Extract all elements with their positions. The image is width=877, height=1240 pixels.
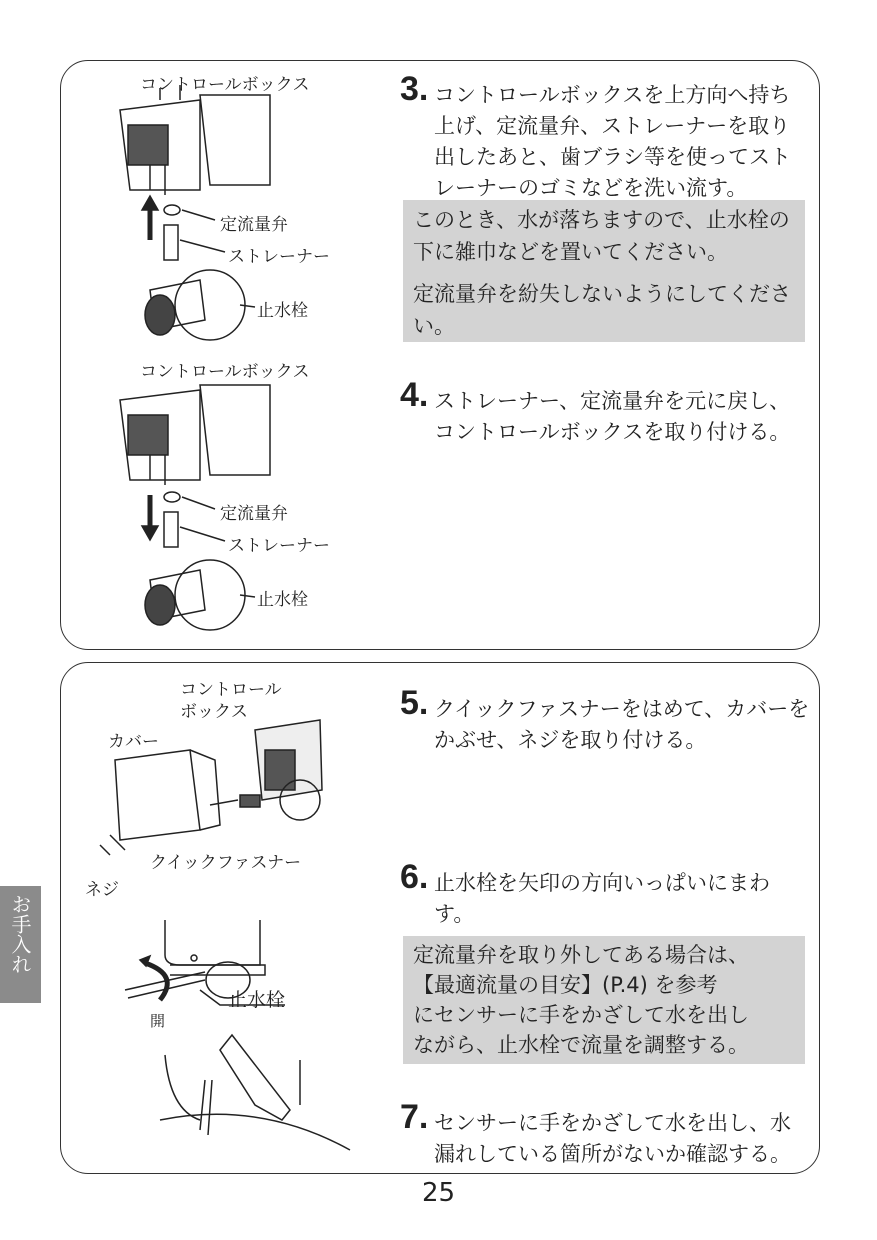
- step-6-note: 定流量弁を取り外してある場合は、 【最適流量の目安】(P.4) を参考 にセンサーに手をかざして水を出し ながら、止水栓で流量を調整する。: [403, 936, 805, 1064]
- step-3-notes: このとき、水が落ちますので、止水栓の下に雑巾などを置いてください。 定流量弁を紛失しないようにしてください。: [403, 200, 805, 342]
- faucet-hand-illustration: [160, 1035, 350, 1150]
- arrow-up-icon: [142, 196, 158, 240]
- label-strainer-b: ストレーナー: [228, 536, 330, 556]
- control-box-illustration-b: [120, 385, 270, 485]
- label-valve-a: 定流量弁: [220, 215, 288, 235]
- step-6: 6. 止水栓を矢印の方向いっぱいにまわす。: [400, 858, 770, 926]
- label-control-box-a: コントロールボックス: [140, 75, 310, 95]
- label-control-box-line2: ボックス: [180, 702, 248, 722]
- step-4: 4. ストレーナー、定流量弁を元に戻し、コントロールボックスを取り付ける。: [400, 376, 791, 444]
- label-valve-b: 定流量弁: [220, 504, 288, 524]
- label-stop-valve-a: 止水栓: [257, 301, 308, 321]
- label-stop-valve-b: 止水栓: [257, 590, 308, 610]
- step-3: 3. コントロールボックスを上方向へ持ち上げ、定流量弁、ストレーナーを取り出したあと、歯ブラシ等を使ってストレーナーのゴミなどを洗い流す。: [400, 70, 791, 200]
- label-stop-valve: 止水栓: [228, 989, 286, 1011]
- label-quick-fastener: クイックファスナー: [150, 853, 302, 873]
- label-control-box-line1: コントロール: [180, 680, 282, 700]
- label-open: 開: [150, 1012, 166, 1030]
- label-cover: カバー: [108, 732, 159, 752]
- control-box-illustration-a: [120, 85, 270, 195]
- arrow-down-icon: [142, 495, 158, 540]
- label-screw: ネジ: [85, 880, 119, 900]
- stop-valve-illustration-a: [145, 270, 255, 340]
- page-number: 25: [421, 1178, 456, 1208]
- label-control-box-b: コントロールボックス: [140, 362, 310, 382]
- strainer-illustration-b: [164, 492, 225, 547]
- step-7: 7. センサーに手をかざして水を出し、水漏れしている箇所がないか確認する。: [400, 1098, 791, 1166]
- label-strainer-a: ストレーナー: [228, 247, 330, 267]
- section-tab-maintenance[interactable]: お手入れ: [0, 886, 41, 1003]
- step-5: 5. クイックファスナーをはめて、カバーをかぶせ、ネジを取り付ける。: [400, 684, 810, 752]
- stop-valve-illustration-b: [145, 560, 255, 630]
- strainer-illustration-a: [164, 205, 225, 260]
